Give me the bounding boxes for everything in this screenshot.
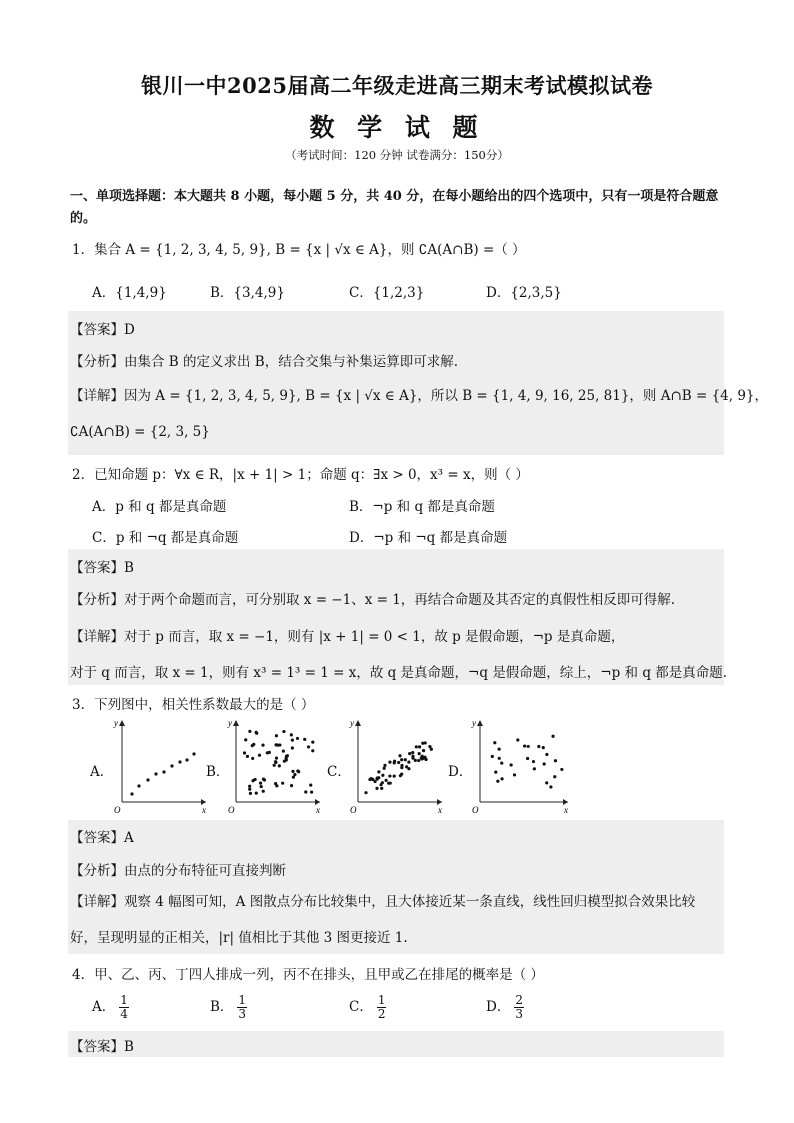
scatter-point: [252, 743, 255, 746]
scatter-point: [404, 758, 407, 761]
scatter-point: [154, 772, 157, 775]
scatter-point: [192, 752, 195, 755]
scatter-point: [275, 734, 278, 737]
origin-label: O: [350, 805, 357, 815]
scatter-point: [430, 748, 433, 751]
y-axis-label: y: [228, 718, 232, 728]
x-axis-label: x: [202, 805, 206, 815]
scatter-point: [388, 774, 391, 777]
scatter-point: [545, 781, 548, 784]
scatter-point: [498, 757, 501, 760]
scatter-point: [262, 790, 265, 793]
scatter-point: [407, 760, 410, 763]
scatter-point: [266, 751, 269, 754]
q4-option-b: B． $\frac{1}{3}$: [210, 993, 247, 1021]
scatter-point: [400, 758, 403, 761]
scatter-point: [491, 755, 494, 758]
q3-stem: 3．下列图中，相关性系数最大的是（ ）: [72, 697, 315, 713]
scatter-point: [276, 744, 279, 747]
q3-detail-line1: [70, 890, 695, 910]
scatter-point: [311, 741, 314, 744]
origin-label: O: [228, 805, 235, 815]
plot-label-c: C．: [327, 764, 351, 780]
q2-stem: 2．已知命题 p：∀x ∈ R，|x + 1| > 1；命题 q：∃x > 0，x³ = x，则（ ）: [72, 467, 529, 483]
y-axis-label: y: [350, 718, 354, 728]
scatter-point: [542, 746, 545, 749]
scatter-point: [500, 761, 503, 764]
scatter-point: [385, 779, 388, 782]
scatter-point: [399, 774, 402, 777]
scatter-point: [411, 751, 414, 754]
scatter-point: [251, 757, 254, 760]
q1-answer: [70, 318, 135, 338]
scatter-point: [383, 767, 386, 770]
q4-answer: [70, 1035, 134, 1055]
detail-text: 观察 4 幅图可知，A 图散点分布比较集中，且大体接近某一条直线，线性回归模型拟合效果比较: [124, 894, 696, 910]
plot-label-a: A．: [90, 764, 114, 780]
plot-label-d: D．: [448, 764, 473, 780]
scatter-point: [408, 752, 411, 755]
q2-option-b: B．¬p 和 q 都是真命题: [349, 499, 495, 515]
scatter-point: [418, 752, 421, 755]
origin-label: O: [114, 805, 121, 815]
q3-answer: [70, 826, 134, 846]
scatter-point: [523, 744, 526, 747]
y-axis-label: y: [114, 718, 118, 728]
scatter-point: [248, 730, 251, 733]
scatter-point: [364, 791, 367, 794]
scatter-point: [290, 733, 293, 736]
q1-option-b: B．{3,4,9}: [210, 285, 285, 301]
answer-value: B: [124, 1039, 134, 1055]
answer-label: 【答案】: [70, 560, 124, 576]
scatter-point: [293, 773, 296, 776]
scatter-point: [415, 745, 418, 748]
scatter-point: [377, 776, 380, 779]
scatter-point: [498, 748, 501, 751]
scatter-point: [259, 782, 262, 785]
answer-value: D: [124, 322, 135, 338]
scatter-point: [244, 738, 247, 741]
scatter-point: [278, 764, 281, 767]
q4-stem: 4．甲、乙、丙、丁四人排成一列，丙不在排头，且甲或乙在排尾的概率是（ ）: [72, 967, 544, 983]
detail-label: 【详解】: [70, 629, 124, 645]
page-subtitle: 数 学 试 题: [309, 113, 485, 142]
scatter-point: [400, 764, 403, 767]
scatter-plot-c: [348, 716, 448, 816]
scatter-point: [255, 731, 258, 734]
q2-answer: [70, 556, 134, 576]
scatter-point: [388, 761, 391, 764]
scatter-point: [291, 746, 294, 749]
scatter-point: [248, 785, 251, 788]
exam-meta: （考试时间：120 分钟 试卷满分：150分）: [285, 148, 509, 162]
scatter-point: [527, 745, 530, 748]
scatter-point: [311, 749, 314, 752]
scatter-point: [275, 757, 278, 760]
scatter-point: [296, 769, 299, 772]
scatter-point: [554, 759, 557, 762]
scatter-point: [371, 778, 374, 781]
scatter-point: [380, 787, 383, 790]
scatter-point: [137, 784, 140, 787]
scatter-point: [260, 785, 263, 788]
scatter-point: [420, 756, 423, 759]
detail-label: 【详解】: [70, 388, 124, 404]
scatter-point: [553, 775, 556, 778]
detail-text: 因为 A = {1, 2, 3, 4, 5, 9}, B = {x | √x ∈ A}，所以 B = {1, 4, 9, 16, 25, 81}，则 A∩B = {4, 9}，: [124, 388, 769, 404]
scatter-plot-b: [226, 716, 326, 816]
scatter-point: [296, 737, 299, 740]
scatter-point: [393, 775, 396, 778]
scatter-point: [493, 741, 496, 744]
scatter-point: [549, 785, 552, 788]
scatter-point: [290, 784, 293, 787]
q2-option-d: D．¬p 和 ¬q 都是真命题: [349, 530, 508, 546]
q3-detail-line2: 好，呈现明显的正相关，|r| 值相比于其他 3 图更接近 1.: [70, 930, 408, 946]
scatter-point: [291, 770, 294, 773]
analysis-text: 由集合 B 的定义求出 B，结合交集与补集运算即可求解.: [124, 354, 459, 370]
scatter-point: [307, 745, 310, 748]
y-axis-arrow: [355, 720, 361, 726]
scatter-point: [421, 742, 424, 745]
scatter-point: [304, 790, 307, 793]
q4-solution-block: [68, 1031, 724, 1057]
scatter-point: [560, 768, 563, 771]
scatter-point: [418, 745, 421, 748]
scatter-point: [170, 764, 173, 767]
q2-detail-line2: 对于 q 而言，取 x = 1，则有 x³ = 1³ = 1 = x，故 q 是真命题，¬q 是假命题，综上，¬p 和 q 都是真命题.: [70, 665, 728, 681]
scatter-point: [291, 739, 294, 742]
scatter-point: [417, 759, 420, 762]
scatter-point: [303, 738, 306, 741]
scatter-plot-d: [470, 716, 574, 816]
scatter-point: [393, 761, 396, 764]
scatter-point: [494, 771, 497, 774]
q1-option-d: D．{2,3,5}: [486, 285, 562, 301]
scatter-point: [398, 754, 401, 757]
scatter-point: [368, 778, 371, 781]
scatter-point: [309, 783, 312, 786]
analysis-label: 【分析】: [70, 354, 124, 370]
scatter-point: [405, 765, 408, 768]
y-axis-arrow: [477, 720, 483, 726]
scatter-point: [414, 759, 417, 762]
scatter-plot-a: [112, 716, 212, 816]
q3-analysis: [70, 859, 286, 879]
q1-detail-line2: ∁A(A∩B) = {2, 3, 5}: [70, 424, 210, 440]
scatter-point: [162, 770, 165, 773]
scatter-point: [496, 780, 499, 783]
origin-label: O: [472, 805, 479, 815]
scatter-point: [249, 792, 252, 795]
scatter-point: [273, 764, 276, 767]
scatter-point: [262, 777, 265, 780]
scatter-point: [146, 778, 149, 781]
scatter-point: [526, 757, 529, 760]
answer-label: 【答案】: [70, 322, 124, 338]
scatter-point: [248, 788, 251, 791]
scatter-point: [381, 774, 384, 777]
scatter-point: [510, 763, 513, 766]
scatter-point: [545, 753, 548, 756]
scatter-point: [281, 782, 284, 785]
fraction: $\frac{1}{2}$: [377, 993, 386, 1021]
q4-option-d: D． $\frac{2}{3}$: [486, 993, 523, 1021]
scatter-point: [423, 756, 426, 759]
y-axis-arrow: [233, 720, 239, 726]
scatter-point: [246, 755, 249, 758]
page-title: 银川一中2025届高二年级走进高三期末考试模拟试卷: [141, 73, 653, 98]
scatter-point: [178, 760, 181, 763]
scatter-point: [516, 738, 519, 741]
scatter-point: [537, 745, 540, 748]
scatter-point: [243, 751, 246, 754]
scatter-point: [261, 744, 264, 747]
scatter-point: [377, 770, 380, 773]
q1-analysis: [70, 350, 458, 370]
scatter-point: [310, 790, 313, 793]
scatter-point: [551, 735, 554, 738]
scatter-point: [500, 777, 503, 780]
section-heading: 一、单项选择题：本大题共 8 小题，每小题 5 分，共 40 分，在每小题给出的四个选项中，只有一项是符合题意的。: [70, 189, 719, 226]
q1-stem: 1．集合 A = {1, 2, 3, 4, 5, 9}, B = {x | √x ∈ A}，则 ∁A(A∩B) =（ ）: [72, 242, 526, 258]
x-axis-label: x: [438, 805, 442, 815]
scatter-point: [255, 791, 258, 794]
detail-text: 对于 p 而言，取 x = −1，则有 |x + 1| = 0 < 1，故 p 是假命题，¬p 是真命题，: [124, 629, 625, 645]
plot-label-b: B．: [206, 764, 230, 780]
q2-detail-line1: [70, 625, 624, 645]
scatter-point: [533, 767, 536, 770]
q2-option-a: A．p 和 q 都是真命题: [92, 499, 227, 515]
fraction: $\frac{1}{4}$: [120, 993, 128, 1021]
scatter-point: [543, 762, 546, 765]
scatter-point: [387, 782, 390, 785]
answer-label: 【答案】: [70, 830, 124, 846]
scatter-point: [383, 764, 386, 767]
scatter-point: [397, 761, 400, 764]
scatter-point: [411, 757, 414, 760]
x-axis-label: x: [316, 805, 320, 815]
scatter-point: [185, 758, 188, 761]
scatter-point: [285, 758, 288, 761]
x-axis-label: x: [564, 805, 568, 815]
scatter-point: [422, 749, 425, 752]
fraction: $\frac{2}{3}$: [515, 993, 523, 1021]
scatter-point: [532, 760, 535, 763]
q2-analysis: [70, 588, 675, 608]
q1-option-a: A．{1,4,9}: [92, 285, 167, 301]
answer-value: B: [124, 560, 134, 576]
answer-value: A: [124, 830, 134, 846]
q4-option-c: C． $\frac{1}{2}$: [349, 993, 386, 1021]
scatter-point: [375, 787, 378, 790]
y-axis-arrow: [119, 720, 125, 726]
y-axis-label: y: [472, 718, 476, 728]
q1-option-c: C．{1,2,3}: [349, 285, 425, 301]
detail-label: 【详解】: [70, 894, 124, 910]
fraction: $\frac{1}{3}$: [238, 993, 247, 1021]
answer-label: 【答案】: [70, 1039, 124, 1055]
analysis-label: 【分析】: [70, 592, 124, 608]
analysis-label: 【分析】: [70, 863, 124, 879]
scatter-point: [513, 773, 516, 776]
q2-option-c: C．p 和 ¬q 都是真命题: [92, 530, 239, 546]
scatter-point: [282, 730, 285, 733]
scatter-point: [130, 792, 133, 795]
scatter-point: [274, 760, 277, 763]
scatter-point: [275, 784, 278, 787]
q1-detail-line1: [70, 384, 768, 404]
analysis-text: 对于两个命题而言，可分别取 x = −1、x = 1，再结合命题及其否定的真假性相反即可得解.: [124, 592, 676, 608]
q4-option-a: A． $\frac{1}{4}$: [92, 993, 128, 1021]
scatter-point: [258, 754, 261, 757]
scatter-point: [282, 750, 285, 753]
scatter-point: [381, 781, 384, 784]
scatter-point: [251, 779, 254, 782]
analysis-text: 由点的分布特征可直接判断: [124, 863, 286, 879]
